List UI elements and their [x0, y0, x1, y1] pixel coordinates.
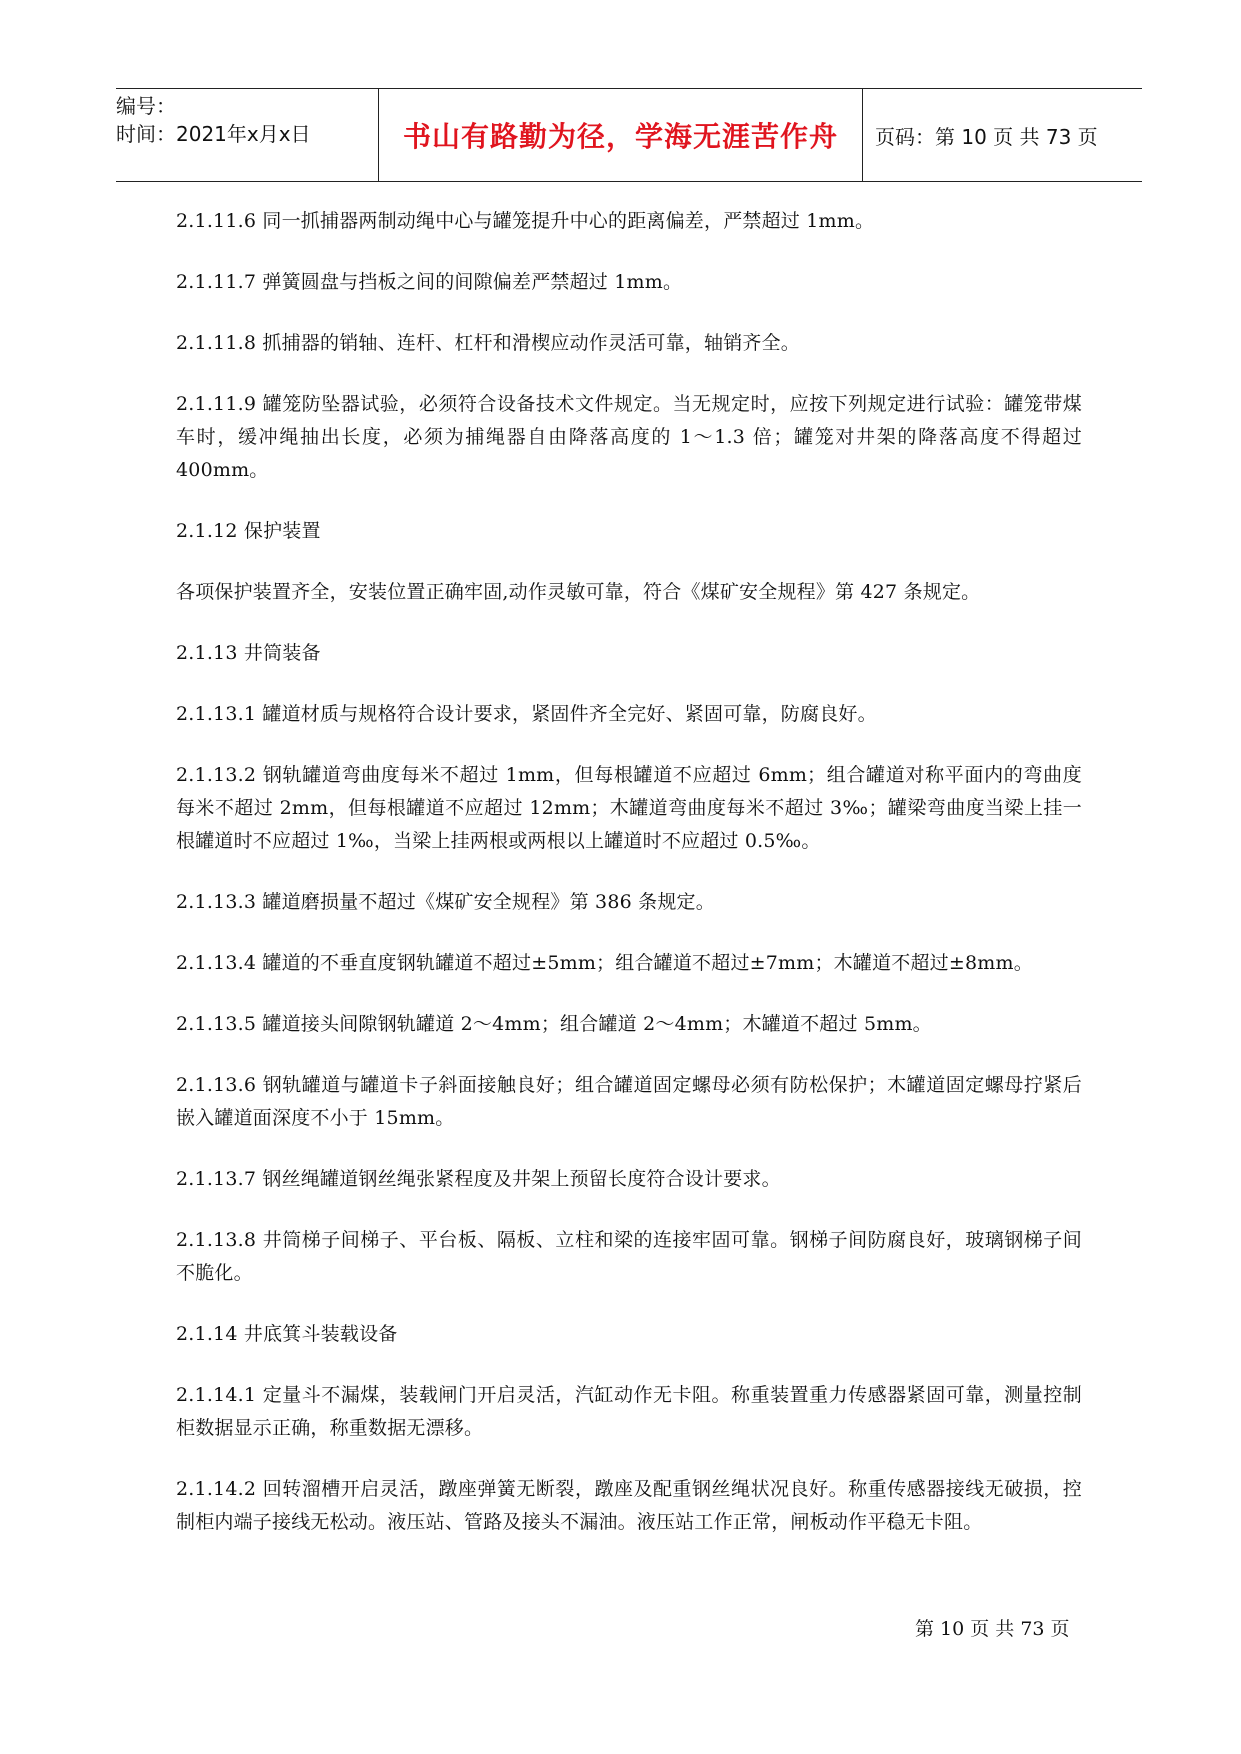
- paragraph: 2.1.11.8 抓捕器的销轴、连杆、杠杆和滑楔应动作灵活可靠，轴销齐全。: [176, 332, 801, 354]
- paragraph: 2.1.11.7 弹簧圆盘与挡板之间的间隙偏差严禁超过 1mm。: [176, 271, 683, 293]
- section-heading: 2.1.12 保护装置: [176, 520, 321, 542]
- paragraph: 各项保护装置齐全，安装位置正确牢固,动作灵敏可靠，符合《煤矿安全规程》第 427 条规定。: [176, 581, 981, 603]
- section-heading: 2.1.13 井筒装备: [176, 642, 321, 664]
- page-footer: 第 10 页 共 73 页: [915, 1618, 1070, 1640]
- document-number-label: 编号：: [116, 94, 176, 118]
- paragraph: 2.1.13.3 罐道磨损量不超过《煤矿安全规程》第 386 条规定。: [176, 891, 715, 913]
- paragraph: 2.1.14.2 回转溜槽开启灵活，蹾座弹簧无断裂，蹾座及配重钢丝绳状况良好。称重传感器接线无破损，控制柜内端子接线无松动。液压站、管路及接头不漏油。液压站工作正常，闸板动作平稳无卡阻。: [176, 1478, 1082, 1533]
- paragraph: 2.1.13.7 钢丝绳罐道钢丝绳张紧程度及井架上预留长度符合设计要求。: [176, 1168, 781, 1190]
- document-date: 时间：2021年x月x日: [116, 122, 311, 146]
- paragraph: 2.1.13.5 罐道接头间隙钢轨罐道 2～4mm；组合罐道 2～4mm；木罐道不超过 5mm。: [176, 1013, 932, 1035]
- paragraph: 2.1.13.4 罐道的不垂直度钢轨罐道不超过±5mm；组合罐道不超过±7mm；木罐道不超过±8mm。: [176, 952, 1033, 974]
- page-header: [116, 88, 1142, 182]
- header-page-info: 页码：第 10 页 共 73 页: [875, 124, 1098, 149]
- paragraph: 2.1.13.8 井筒梯子间梯子、平台板、隔板、立柱和梁的连接牢固可靠。钢梯子间防腐良好，玻璃钢梯子间不脆化。: [176, 1229, 1082, 1284]
- paragraph: 2.1.14.1 定量斗不漏煤，装载闸门开启灵活，汽缸动作无卡阻。称重装置重力传感器紧固可靠，测量控制柜数据显示正确，称重数据无漂移。: [176, 1384, 1082, 1439]
- paragraph: 2.1.11.6 同一抓捕器两制动绳中心与罐笼提升中心的距离偏差，严禁超过 1mm。: [176, 210, 875, 232]
- header-meta: [116, 89, 378, 181]
- paragraph: 2.1.13.2 钢轨罐道弯曲度每米不超过 1mm，但每根罐道不应超过 6mm；组合罐道对称平面内的弯曲度每米不超过 2mm，但每根罐道不应超过 12mm；木罐道弯曲度每米不超过 3‰；罐梁弯曲度当梁上挂一根罐道时不应超过 1‰，当梁上挂两根或两根以上罐道时不应超过 0.5‰。: [176, 764, 1082, 852]
- paragraph: 2.1.11.9 罐笼防坠器试验，必须符合设备技术文件规定。当无规定时，应按下列规定进行试验：罐笼带煤车时，缓冲绳抽出长度，必须为捕绳器自由降落高度的 1～1.3 倍；罐笼对井架的降落高度不得超过 400mm。: [176, 393, 1082, 481]
- section-heading: 2.1.14 井底箕斗装载设备: [176, 1323, 398, 1345]
- paragraph: 2.1.13.1 罐道材质与规格符合设计要求，紧固件齐全完好、紧固可靠，防腐良好。: [176, 703, 877, 725]
- header-motto: 书山有路勤为径，学海无涯苦作舟: [378, 89, 863, 181]
- paragraph: 2.1.13.6 钢轨罐道与罐道卡子斜面接触良好；组合罐道固定螺母必须有防松保护；木罐道固定螺母拧紧后嵌入罐道面深度不小于 15mm。: [176, 1074, 1082, 1129]
- document-body: [176, 205, 1082, 1567]
